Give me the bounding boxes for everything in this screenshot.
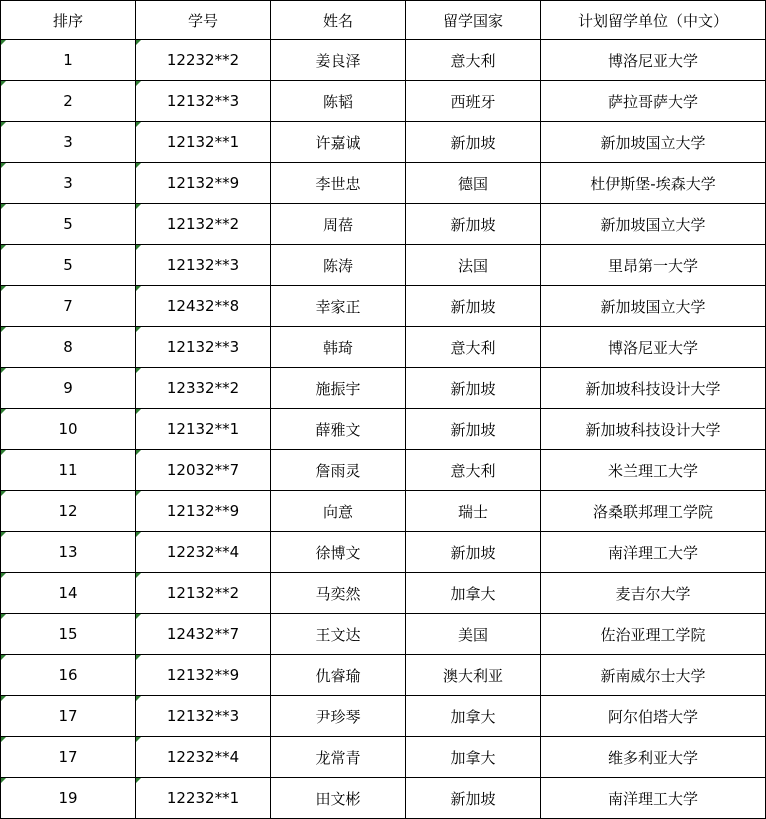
cell-student-id: 12432**8 (136, 286, 271, 327)
cell-rank: 17 (1, 737, 136, 778)
cell-country: 新加坡 (406, 409, 541, 450)
cell-institution: 阿尔伯塔大学 (541, 696, 766, 737)
table-row (1, 327, 766, 368)
cell-country: 新加坡 (406, 204, 541, 245)
cell-rank: 12 (1, 491, 136, 532)
table-row (1, 614, 766, 655)
cell-name: 王文达 (271, 614, 406, 655)
cell-name: 田文彬 (271, 778, 406, 819)
table-row (1, 40, 766, 81)
cell-institution: 新加坡国立大学 (541, 286, 766, 327)
cell-institution: 新加坡国立大学 (541, 122, 766, 163)
cell-institution: 博洛尼亚大学 (541, 327, 766, 368)
cell-student-id: 12232**2 (136, 40, 271, 81)
cell-student-id: 12132**1 (136, 122, 271, 163)
cell-institution: 米兰理工大学 (541, 450, 766, 491)
table-row (1, 368, 766, 409)
cell-name: 韩琦 (271, 327, 406, 368)
cell-name: 向意 (271, 491, 406, 532)
cell-rank: 13 (1, 532, 136, 573)
cell-rank: 7 (1, 286, 136, 327)
table-row (1, 573, 766, 614)
table-row (1, 737, 766, 778)
cell-country: 法国 (406, 245, 541, 286)
table-body (1, 40, 766, 819)
cell-rank: 8 (1, 327, 136, 368)
header-student-id: 学号 (136, 1, 271, 40)
cell-institution: 萨拉哥萨大学 (541, 81, 766, 122)
cell-country: 澳大利亚 (406, 655, 541, 696)
table-row (1, 491, 766, 532)
cell-country: 新加坡 (406, 122, 541, 163)
cell-institution: 新加坡科技设计大学 (541, 409, 766, 450)
cell-country: 瑞士 (406, 491, 541, 532)
cell-institution: 新加坡国立大学 (541, 204, 766, 245)
cell-name: 施振宇 (271, 368, 406, 409)
cell-student-id: 12132**9 (136, 163, 271, 204)
cell-rank: 10 (1, 409, 136, 450)
cell-name: 尹珍琴 (271, 696, 406, 737)
cell-country: 美国 (406, 614, 541, 655)
cell-institution: 佐治亚理工学院 (541, 614, 766, 655)
cell-student-id: 12132**3 (136, 696, 271, 737)
table-row (1, 409, 766, 450)
table-row (1, 696, 766, 737)
table-row (1, 778, 766, 819)
cell-student-id: 12132**9 (136, 491, 271, 532)
cell-rank: 5 (1, 245, 136, 286)
table-row (1, 245, 766, 286)
cell-country: 新加坡 (406, 368, 541, 409)
cell-name: 李世忠 (271, 163, 406, 204)
cell-institution: 博洛尼亚大学 (541, 40, 766, 81)
cell-name: 周蓓 (271, 204, 406, 245)
cell-name: 幸家正 (271, 286, 406, 327)
cell-rank: 3 (1, 163, 136, 204)
cell-student-id: 12132**2 (136, 204, 271, 245)
cell-institution: 洛桑联邦理工学院 (541, 491, 766, 532)
cell-student-id: 12032**7 (136, 450, 271, 491)
header-institution: 计划留学单位（中文） (541, 1, 766, 40)
cell-country: 新加坡 (406, 532, 541, 573)
cell-institution: 麦吉尔大学 (541, 573, 766, 614)
cell-student-id: 12132**3 (136, 81, 271, 122)
cell-country: 新加坡 (406, 286, 541, 327)
cell-student-id: 12132**9 (136, 655, 271, 696)
header-country: 留学国家 (406, 1, 541, 40)
cell-name: 龙常青 (271, 737, 406, 778)
cell-rank: 5 (1, 204, 136, 245)
cell-student-id: 12432**7 (136, 614, 271, 655)
cell-country: 西班牙 (406, 81, 541, 122)
table-row (1, 655, 766, 696)
cell-rank: 17 (1, 696, 136, 737)
cell-student-id: 12232**1 (136, 778, 271, 819)
cell-student-id: 12232**4 (136, 532, 271, 573)
cell-rank: 19 (1, 778, 136, 819)
cell-country: 德国 (406, 163, 541, 204)
cell-country: 意大利 (406, 40, 541, 81)
cell-country: 意大利 (406, 450, 541, 491)
table-row (1, 163, 766, 204)
cell-student-id: 12132**1 (136, 409, 271, 450)
cell-rank: 16 (1, 655, 136, 696)
cell-country: 加拿大 (406, 573, 541, 614)
cell-name: 陈韬 (271, 81, 406, 122)
cell-name: 许嘉诚 (271, 122, 406, 163)
cell-name: 詹雨灵 (271, 450, 406, 491)
cell-country: 加拿大 (406, 696, 541, 737)
cell-rank: 2 (1, 81, 136, 122)
cell-name: 姜良泽 (271, 40, 406, 81)
table-row (1, 122, 766, 163)
cell-rank: 14 (1, 573, 136, 614)
cell-institution: 新南威尔士大学 (541, 655, 766, 696)
cell-name: 马奕然 (271, 573, 406, 614)
header-row (1, 1, 766, 40)
cell-name: 仇睿瑜 (271, 655, 406, 696)
cell-institution: 南洋理工大学 (541, 778, 766, 819)
cell-institution: 新加坡科技设计大学 (541, 368, 766, 409)
table-row (1, 286, 766, 327)
cell-rank: 1 (1, 40, 136, 81)
header-rank: 排序 (1, 1, 136, 40)
cell-student-id: 12132**3 (136, 245, 271, 286)
cell-student-id: 12232**4 (136, 737, 271, 778)
cell-student-id: 12132**2 (136, 573, 271, 614)
cell-student-id: 12132**3 (136, 327, 271, 368)
cell-rank: 9 (1, 368, 136, 409)
cell-name: 薛雅文 (271, 409, 406, 450)
cell-institution: 南洋理工大学 (541, 532, 766, 573)
table-row (1, 81, 766, 122)
table-row (1, 204, 766, 245)
table-row (1, 532, 766, 573)
cell-country: 新加坡 (406, 778, 541, 819)
cell-name: 陈涛 (271, 245, 406, 286)
header-name: 姓名 (271, 1, 406, 40)
cell-rank: 15 (1, 614, 136, 655)
cell-institution: 杜伊斯堡-埃森大学 (541, 163, 766, 204)
cell-name: 徐博文 (271, 532, 406, 573)
cell-country: 意大利 (406, 327, 541, 368)
cell-institution: 维多利亚大学 (541, 737, 766, 778)
cell-student-id: 12332**2 (136, 368, 271, 409)
table-row (1, 450, 766, 491)
cell-rank: 3 (1, 122, 136, 163)
cell-country: 加拿大 (406, 737, 541, 778)
cell-institution: 里昂第一大学 (541, 245, 766, 286)
cell-rank: 11 (1, 450, 136, 491)
